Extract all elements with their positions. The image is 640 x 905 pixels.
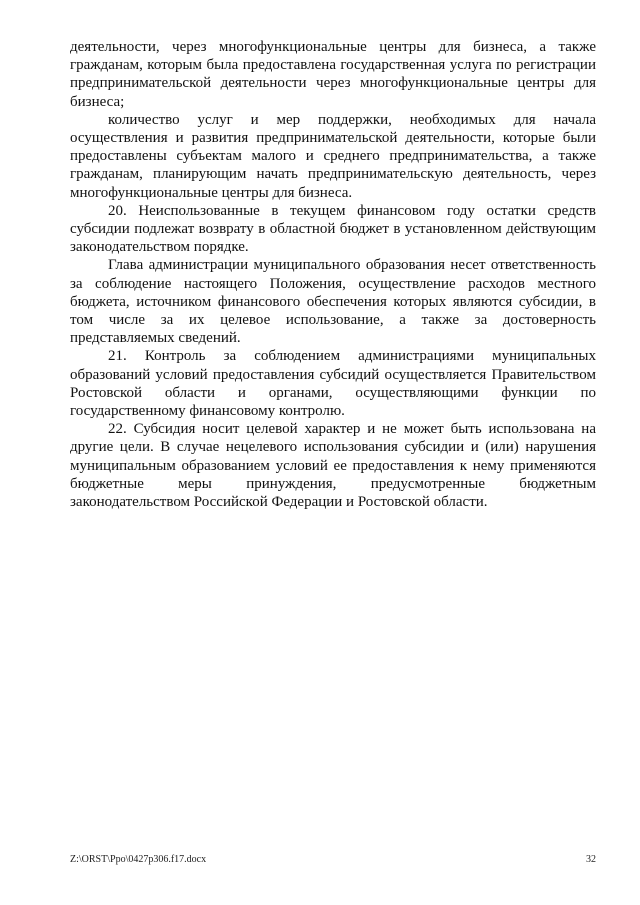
paragraph-item-21: 21. Контроль за соблюдением администрациями муниципальных образований условий предоставления субсидий осуществляется Правительством Ростовской области и органами, осуществляющими функции по государственному финансовому контролю. bbox=[70, 348, 596, 420]
page-footer bbox=[70, 854, 596, 865]
paragraph-services-count: количество услуг и мер поддержки, необходимых для начала осуществления и развития предпринимательской деятельности, которые были предоставлены субъектам малого и среднего предпринимательства, а также гражданам, планирующим начать предпринимательскую деятельность, через многофункциональные центры для бизнеса. bbox=[70, 111, 596, 201]
document-body bbox=[70, 38, 596, 511]
page-number: 32 bbox=[586, 854, 596, 865]
paragraph-item-22: 22. Субсидия носит целевой характер и не может быть использована на другие цели. В случае нецелевого использования субсидии и (или) нарушения муниципальным образованием условий ее предоставления к нему применяются бюджетные меры принуждения, предусмотренные бюджетным законодательством Российской Федерации и Ростовской области. bbox=[70, 421, 596, 511]
paragraph-head-responsibility: Глава администрации муниципального образования несет ответственность за соблюдение настоящего Положения, осуществление расходов местного бюджета, источником финансового обеспечения которых являются субсидии, в том числе за их целевое использование, а также за достоверность представляемых сведений. bbox=[70, 257, 596, 347]
paragraph-continuation: деятельности, через многофункциональные центры для бизнеса, а также гражданам, которым была предоставлена государственная услуга по регистрации предпринимательской деятельности через многофункциональные центры для бизнеса; bbox=[70, 39, 596, 110]
paragraph-item-20: 20. Неиспользованные в текущем финансовом году остатки средств субсидии подлежат возврату в областной бюджет в установленном действующим законодательством порядке. bbox=[70, 202, 596, 256]
footer-file-path: Z:\ORST\Ppo\0427p306.f17.docx bbox=[70, 854, 207, 865]
